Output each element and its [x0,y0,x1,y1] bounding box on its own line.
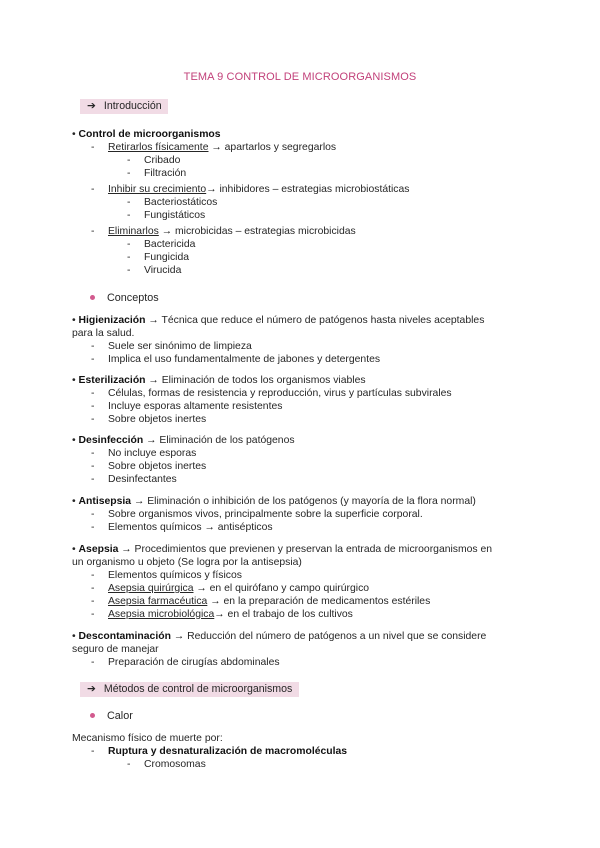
dash: - [91,401,95,412]
definition: → en la preparación de medicamentos estériles [210,596,431,607]
definition: → Procedimientos que previenen y preservan la entrada de microorganismos en [121,544,493,555]
term: Esterilización [78,375,146,386]
definition-continued: un organismo u objeto (Se logra por la antisepsia) [72,557,302,568]
dash: - [91,142,95,153]
bullet: • [72,544,76,555]
definition: → Técnica que reduce el número de patógenos hasta niveles aceptables [148,315,485,326]
dash: - [91,746,95,757]
bullet-dot-icon [90,713,95,718]
term: Higienización [78,315,146,326]
list-item: Bacteriostáticos [144,197,218,208]
section-heading-label: Introducción [103,100,162,112]
list-item: No incluye esporas [108,448,197,459]
list-item: Suele ser sinónimo de limpieza [108,341,252,352]
dash: - [91,448,95,459]
dash: - [91,354,95,365]
dash: - [91,509,95,520]
dash: - [91,461,95,472]
dash: - [91,341,95,352]
dash: - [127,265,131,276]
bullet: • [72,375,76,386]
list-item: Preparación de cirugías abdominales [108,657,280,668]
list-item: Fungicida [144,252,190,263]
definition: → Eliminación de los patógenos [146,435,295,446]
dash: - [91,388,95,399]
bullet: • [72,496,76,507]
subsection-heading-conceptos [90,292,159,304]
list-item [108,745,347,758]
term: Ruptura y desnaturalización de macromoléculas [108,746,348,757]
list-item [108,141,336,154]
list-item: Implica el uso fundamentalmente de jabones y detergentes [108,354,381,365]
arrow-icon: ➔ [87,100,96,112]
bullet: • [72,129,76,140]
bullet: • [72,435,76,446]
term: Eliminarlos [108,226,159,237]
list-item: Cribado [144,155,181,166]
concept-antisepsia [72,495,476,508]
list-item: Sobre organismos vivos, principalmente sobre la superficie corporal. [108,509,423,520]
term: Asepsia quirúrgica [108,583,194,594]
arrow-icon: ➔ [87,683,96,695]
dash: - [127,210,131,221]
list-item: Fungistáticos [144,210,206,221]
concept-desinfeccion [72,434,295,447]
list-item: Virucida [144,265,182,276]
term: Antisepsia [78,496,132,507]
dash: - [91,184,95,195]
dash: - [127,155,131,166]
term: Inhibir su crecimiento [108,184,207,195]
concept-asepsia [72,543,492,556]
list-item: Elementos químicos y físicos [108,570,242,581]
dash: - [91,522,95,533]
list-item-control [72,128,221,141]
dash: - [91,474,95,485]
dash: - [91,414,95,425]
definition: → en el trabajo de los cultivos [214,609,353,620]
bullet-dot-icon [90,295,95,300]
bullet: • [72,315,76,326]
list-item: Bactericida [144,239,196,250]
subsection-label: Conceptos [107,292,159,304]
list-item: Sobre objetos inertes [108,414,207,425]
section-heading-metodos [80,682,299,697]
section-heading-introduccion [80,99,168,114]
page-title: TEMA 9 CONTROL DE MICROORGANISMOS [183,71,417,83]
dash: - [91,596,95,607]
list-item [108,582,369,595]
list-item [108,595,430,608]
definition: → microbicidas – estrategias microbicidas [161,226,356,237]
dash: - [127,168,131,179]
definition: → en el quirófano y campo quirúrgico [196,583,370,594]
term: Descontaminación [78,631,171,642]
dash: - [91,609,95,620]
definition: → inhibidores – estrategias microbiostáticas [206,184,410,195]
list-item [108,183,409,196]
definition: → Eliminación o inhibición de los patógenos (y mayoría de la flora normal) [133,496,476,507]
list-item [108,225,356,238]
dash: - [127,759,131,770]
subsection-heading-calor [90,710,133,722]
term: Desinfección [78,435,144,446]
dash: - [127,239,131,250]
section-heading-label: Métodos de control de microorganismos [103,683,293,695]
definition: → apartarlos y segregarlos [211,142,337,153]
dash: - [91,226,95,237]
concept-descontaminacion [72,630,486,643]
term: Retirarlos físicamente [108,142,209,153]
concept-esterilizacion [72,374,366,387]
bullet: • [72,631,76,642]
list-item: Incluye esporas altamente resistentes [108,401,283,412]
paragraph: Mecanismo físico de muerte por: [72,733,223,744]
dash: - [127,197,131,208]
dash: - [91,657,95,668]
list-item: Sobre objetos inertes [108,461,207,472]
concept-higienizacion [72,314,484,327]
list-item: Filtración [144,168,187,179]
list-item [108,608,353,621]
definition: → Eliminación de todos los organismos viables [148,375,366,386]
definition: → Reducción del número de patógenos a un nivel que se considere [173,631,487,642]
dash: - [91,570,95,581]
subsection-label: Calor [107,710,133,722]
definition-continued: para la salud. [72,328,135,339]
list-item: Desinfectantes [108,474,177,485]
definition-continued: seguro de manejar [72,644,159,655]
control-label: Control de microorganismos [78,129,221,140]
dash: - [127,252,131,263]
list-item: Cromosomas [144,759,206,770]
list-item: Elementos químicos → antisépticos [108,522,273,533]
dash: - [91,583,95,594]
term: Asepsia microbiológica [108,609,215,620]
term: Asepsia [78,544,119,555]
list-item: Células, formas de resistencia y reproducción, virus y partículas subvirales [108,388,452,399]
term: Asepsia farmacéutica [108,596,208,607]
